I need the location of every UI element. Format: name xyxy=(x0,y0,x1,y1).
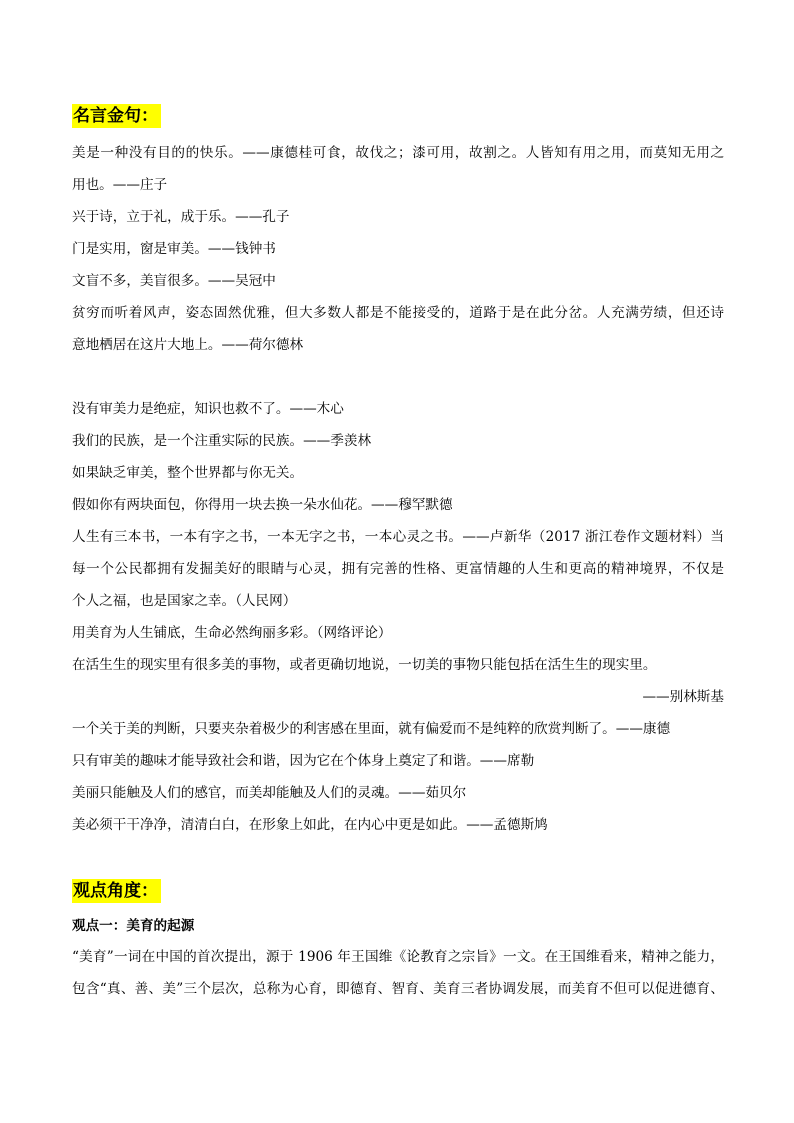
section-heading-viewpoints: 观点角度： xyxy=(72,879,161,903)
quotes-list xyxy=(72,137,724,841)
quote-line: 没有审美力是绝症，知识也救不了。——木心 xyxy=(72,401,344,417)
quote-line: 假如你有两块面包，你得用一块去换一朵水仙花。——穆罕默德 xyxy=(72,497,453,513)
quote-line: 兴于诗，立于礼，成于乐。——孔子 xyxy=(72,209,290,225)
quote-line: 一个关于美的判断，只要夹杂着极少的利害感在里面，就有偏爱而不是纯粹的欣赏判断了。——康德 xyxy=(72,721,671,737)
quote-line: 文盲不多，美盲很多。——吴冠中 xyxy=(72,273,276,289)
quote-line: 贫穷而听着风声，姿态固然优雅，但大多数人都是不能接受的，道路于是在此分岔。人充满劳绩，但还诗 xyxy=(72,305,724,321)
paragraph-line: 包含“真、善、美”三个层次，总称为心育，即德育、智育、美育三者协调发展，而美育不但可以促进德育、 xyxy=(72,981,724,997)
quote-line: 美必须干干净净，清清白白，在形象上如此，在内心中更是如此。——孟德斯鸠 xyxy=(72,817,548,833)
section-heading-quotes: 名言金句： xyxy=(72,104,161,128)
quote-line: 每一个公民都拥有发掘美好的眼睛与心灵，拥有完善的性格、更富情趣的人生和更高的精神境界，不仅是 xyxy=(72,561,724,577)
quote-line: 人生有三本书，一本有字之书，一本无字之书，一本心灵之书。——卢新华（2017 浙江卷作文题材料）当 xyxy=(72,529,724,545)
viewpoint-subtitle: 观点一：美育的起源 xyxy=(72,918,195,934)
quote-line: 只有审美的趣味才能导致社会和谐，因为它在个体身上奠定了和谐。——席勒 xyxy=(72,753,535,769)
paragraph-line: “美育”一词在中国的首次提出，源于 1906 年王国维《论教育之宗旨》一文。在王国维看来，精神之能力， xyxy=(72,949,724,965)
blank-line xyxy=(72,361,724,393)
quote-line: 如果缺乏审美，整个世界都与你无关。 xyxy=(72,465,304,481)
quote-line: 用也。——庄子 xyxy=(72,177,168,193)
quote-line: 在活生生的现实里有很多美的事物，或者更确切地说，一切美的事物只能包括在活生生的现实里。 xyxy=(72,657,657,673)
quote-line: 用美育为人生铺底，生命必然绚丽多彩。（网络评论） xyxy=(72,625,392,641)
quote-line: 意地栖居在这片大地上。——荷尔德林 xyxy=(72,337,304,353)
quote-attribution: ——别林斯基 xyxy=(642,689,724,705)
quote-line: 门是实用，窗是审美。——钱钟书 xyxy=(72,241,276,257)
quote-line: 我们的民族，是一个注重实际的民族。——季羡林 xyxy=(72,433,372,449)
quote-line: 美丽只能触及人们的感官，而美却能触及人们的灵魂。——茹贝尔 xyxy=(72,785,467,801)
quote-line: 个人之福，也是国家之幸。（人民网） xyxy=(72,593,297,609)
quote-line: 美是一种没有目的的快乐。——康德桂可食，故伐之；漆可用，故割之。人皆知有用之用，而莫知无用之 xyxy=(72,145,724,161)
viewpoint-paragraph xyxy=(72,941,724,1005)
